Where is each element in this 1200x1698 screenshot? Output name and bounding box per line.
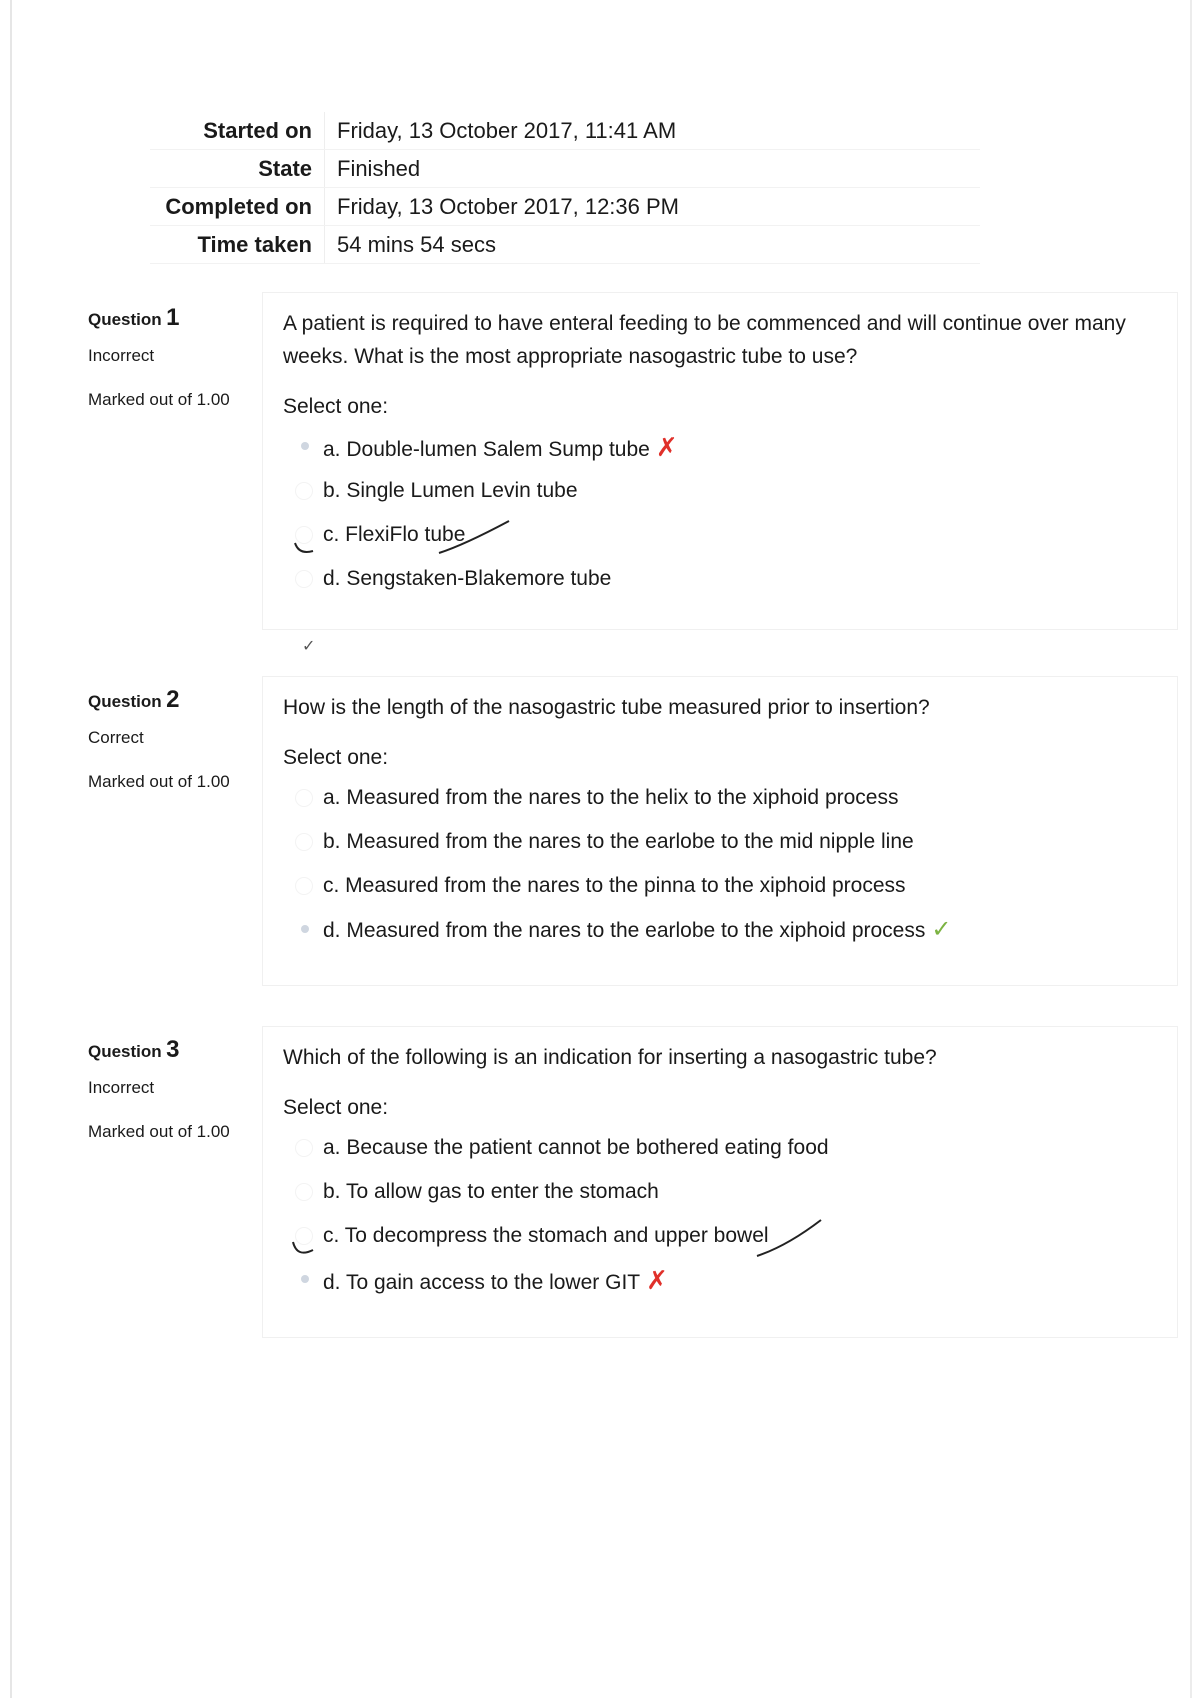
cross-icon: ✗: [655, 432, 678, 462]
answer-option-b[interactable]: [283, 1170, 1177, 1214]
summary-value: Friday, 13 October 2017, 11:41 AM: [325, 112, 981, 150]
answer-label: d. Sengstaken-Blakemore tube: [323, 567, 612, 590]
radio-selected-icon[interactable]: [301, 925, 309, 933]
page-edge-left: [10, 0, 12, 1698]
question-text: Which of the following is an indication for inserting a nasogastric tube?: [283, 1046, 937, 1069]
answer-label: a. Double-lumen Salem Sump tube: [323, 438, 650, 461]
summary-row-completed: [150, 188, 980, 226]
answer-label: a. Because the patient cannot be bothered eating food: [323, 1136, 829, 1159]
question-state: Incorrect: [88, 346, 155, 365]
answer-list: [263, 770, 1177, 966]
answer-option-d[interactable]: [283, 557, 1177, 601]
answer-option-a[interactable]: [283, 425, 1177, 469]
answer-option-d[interactable]: [283, 1258, 1177, 1302]
question-title: Question: [88, 1042, 162, 1061]
radio-icon[interactable]: [295, 1183, 313, 1201]
answer-option-b[interactable]: [283, 820, 1177, 864]
question-text: How is the length of the nasogastric tube measured prior to insertion?: [283, 696, 930, 719]
radio-icon[interactable]: [295, 1139, 313, 1157]
answer-label: b. Measured from the nares to the earlobe to the mid nipple line: [323, 830, 914, 853]
radio-icon[interactable]: [295, 570, 313, 588]
radio-selected-icon[interactable]: [301, 442, 309, 450]
question-heading: [88, 1036, 258, 1064]
answer-option-d[interactable]: [283, 908, 1177, 952]
answer-option-b[interactable]: [283, 469, 1177, 513]
question-title: Question: [88, 310, 162, 329]
answer-list: [263, 1120, 1177, 1316]
question-title: Question: [88, 692, 162, 711]
question-1-content: [262, 292, 1178, 630]
summary-value: 54 mins 54 secs: [325, 226, 981, 264]
radio-selected-icon[interactable]: [301, 1275, 309, 1283]
select-one-prompt: Select one:: [283, 746, 389, 769]
pen-tick-mark-icon: ✓: [302, 638, 316, 655]
question-number: 2: [166, 686, 180, 713]
question-2-info: [88, 686, 258, 792]
attempt-summary-table: [150, 112, 980, 264]
radio-icon[interactable]: [295, 482, 313, 500]
answer-list: [263, 419, 1177, 615]
question-marked-out-of: Marked out of 1.00: [88, 1122, 230, 1141]
answer-label: b. Single Lumen Levin tube: [323, 479, 578, 502]
summary-row-time-taken: [150, 226, 980, 264]
answer-label: b. To allow gas to enter the stomach: [323, 1180, 659, 1203]
answer-option-c[interactable]: [283, 864, 1177, 908]
summary-value: Friday, 13 October 2017, 12:36 PM: [325, 188, 981, 226]
summary-row-state: [150, 150, 980, 188]
checkmark-icon: ✓: [931, 916, 952, 943]
summary-label: Time taken: [150, 226, 325, 264]
question-heading: [88, 304, 258, 332]
question-3-content: [262, 1026, 1178, 1338]
select-one-prompt: Select one:: [283, 395, 389, 418]
question-2-content: [262, 676, 1178, 986]
radio-icon[interactable]: [295, 1227, 313, 1245]
question-state: Incorrect: [88, 1078, 155, 1097]
answer-label: a. Measured from the nares to the helix to the xiphoid process: [323, 786, 899, 809]
answer-option-a[interactable]: [283, 776, 1177, 820]
summary-row-started: [150, 112, 980, 150]
radio-icon[interactable]: [295, 833, 313, 851]
question-heading: [88, 686, 258, 714]
radio-icon[interactable]: [295, 526, 313, 544]
radio-icon[interactable]: [295, 877, 313, 895]
page-edge-right: [1190, 0, 1192, 1698]
answer-option-c[interactable]: [283, 1214, 1177, 1258]
answer-label: c. FlexiFlo tube: [323, 523, 466, 546]
cross-icon: ✗: [646, 1265, 668, 1295]
answer-label: c. To decompress the stomach and upper bowel: [323, 1224, 769, 1247]
summary-label: State: [150, 150, 325, 188]
answer-label: c. Measured from the nares to the pinna to the xiphoid process: [323, 874, 906, 897]
radio-icon[interactable]: [295, 789, 313, 807]
answer-option-c[interactable]: [283, 513, 1177, 557]
question-1-info: [88, 304, 258, 410]
question-number: 3: [166, 1036, 180, 1063]
question-marked-out-of: Marked out of 1.00: [88, 772, 230, 791]
summary-value: Finished: [325, 150, 981, 188]
summary-label: Completed on: [150, 188, 325, 226]
answer-option-a[interactable]: [283, 1126, 1177, 1170]
summary-label: Started on: [150, 112, 325, 150]
question-3-info: [88, 1036, 258, 1142]
select-one-prompt: Select one:: [283, 1096, 389, 1119]
question-text: A patient is required to have enteral feeding to be commenced and will continue over many weeks. What is the most appropriate nasogastric tube to use?: [283, 312, 1126, 368]
question-marked-out-of: Marked out of 1.00: [88, 390, 230, 409]
question-state: Correct: [88, 728, 144, 747]
answer-label: d. To gain access to the lower GIT: [323, 1271, 641, 1294]
answer-label: d. Measured from the nares to the earlobe to the xiphoid process: [323, 919, 926, 942]
question-number: 1: [166, 304, 180, 331]
